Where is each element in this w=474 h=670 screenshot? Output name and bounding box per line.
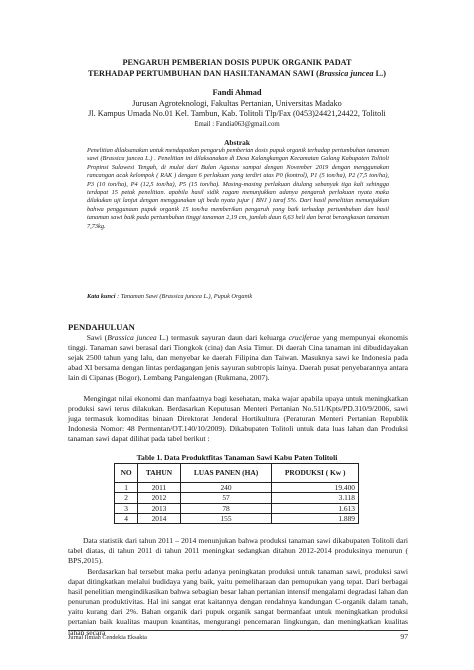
production-table xyxy=(114,463,359,524)
cell-tahun: 2012 xyxy=(138,493,181,503)
cell-luas-panen: 240 xyxy=(180,483,272,493)
cell-tahun: 2013 xyxy=(138,503,181,513)
table-row xyxy=(115,503,359,513)
cell-tahun: 2014 xyxy=(138,513,181,523)
paragraph-1 xyxy=(68,333,408,383)
para3-text: Data statistik dari tahun 2011 – 2014 menunjukan bahwa produksi tanaman sawi dikabupaten Tolitoli dari tabel diatas, di tahun 2011 di tahun 2011 meningkat sedangkan ditahun 2012-2014 produksinya menurun ( BPS,2015). xyxy=(68,536,408,566)
title-line-2-post: L.) xyxy=(373,69,387,78)
cell-luas-panen: 78 xyxy=(180,503,272,513)
cell-no: 3 xyxy=(115,503,138,513)
cell-no: 2 xyxy=(115,493,138,503)
header-tahun: TAHUN xyxy=(138,464,181,483)
affiliation-line-2: Jl. Kampus Umada No.01 Kel. Tambun, Kab. Tolitoli Tlp/Fax (0453)24421,24422, Tolitoli xyxy=(88,109,386,119)
table-header-row xyxy=(115,464,359,483)
paragraph-2 xyxy=(68,394,408,444)
keywords-label: Kata kunci xyxy=(87,293,116,300)
cell-produksi: 1.889 xyxy=(272,513,359,523)
section-heading: PENDAHULUAN xyxy=(68,322,135,332)
footer-rule xyxy=(68,630,408,631)
keywords xyxy=(87,293,389,300)
title-line-2-pre: TERHADAP PERTUMBUHAN DAN HASILTANAMAN SAWI ( xyxy=(87,69,319,78)
paragraph-3 xyxy=(68,536,408,566)
para1-mid: L.) termasuk sayuran daun dari keluarga xyxy=(156,333,289,342)
cell-produksi: 19.400 xyxy=(272,483,359,493)
title-species: Brassica juncea xyxy=(318,69,374,78)
journal-name: Jurnal Ilmiah Cendekia Eksakta xyxy=(68,634,147,641)
title-line-1: PENGARUH PEMBERIAN DOSIS PUPUK ORGANIK PADAT xyxy=(122,58,352,67)
cell-luas-panen: 57 xyxy=(180,493,272,503)
table-row xyxy=(115,493,359,503)
table-row xyxy=(115,513,359,523)
cell-luas-panen: 155 xyxy=(180,513,272,523)
affiliation xyxy=(30,99,444,130)
author-name: Fandi Ahmad xyxy=(212,88,262,97)
header-produksi: PRODUKSI ( Kw ) xyxy=(272,464,359,483)
abstract-heading: Abstrak xyxy=(224,138,250,147)
para1-post: yang mempunyai ekonomis tinggi. Tanaman sawi berasal dari Tiongkok (cina) dan Asia Timur. Di daerah Cina tanaman ini dibudidayakan sejak 2500 tahun yang lalu, dan menyebar ke daerah Filipina dan Taiwan. Masuknya sawi ke Indonesia pada abad XI bersama dengan lintas perdagangan jenis sayuran subtropis lainya. Daerah pusat penyebarannya antara lain di Cipanas (Bogor), Lembang Pangalengan (Rukmana, 2007). xyxy=(68,333,408,383)
cell-no: 4 xyxy=(115,513,138,523)
paper-title xyxy=(40,57,434,79)
author-email: Email : Fandia063@gmail.com xyxy=(194,120,280,128)
cell-no: 1 xyxy=(115,483,138,493)
keywords-text: : Tanaman Sawi (Brassica juncea L.), Pupuk Organik xyxy=(115,293,253,300)
para1-pre: Sawi ( xyxy=(86,333,108,342)
table-caption: Table 1. Data Produktfitas Tanaman Sawi Kabu Paten Tolitoli xyxy=(136,453,338,462)
page-number: 97 xyxy=(400,632,408,641)
header-no: NO xyxy=(115,464,138,483)
abstract-body: Penelitian dilaksanakan untuk mendapatkan pengaruh pemberian dosis pupuk organik terhadap pertumbuhan tanaman sawi (Brassica juncea L.) . Penelitian ini dilaksanakan di Desa Kalangkangan Kecamatan Galang Kabupaten Tolitoli Propinsi Sulawesi Tengah, di mulai dari Bulan Agustus sampai dengan November 2019 dengan menggunakan rancangan acak kelompok ( RAK ) dengan 6 perlakuan yang terdiri atas P0 (kontrol), P1 (5 ton/ha), P2 (7,5 ton/ha), P3 (10 ton/ha), P4 (12,5 ton/ha), P5 (15 ton/ha). Masing-masing perlakuan diulang sebanyak tiga kali sehingga terdapat 15 petak penelitian. apabila hasil sidik ragam menunjukkan adanya pengaruh perlakuan nyata maka dilakukan uji lanjut dengan menggunakan uji beda nyata jujur ( BNJ ) taraf 5%. Dari hasil penelitian menunjukkan bahwa penggunaan pupuk organik 15 ton/ha memberikan pengaruh yang baik terhadap pertumbuhan dan hasil tanaman sawi baik pada pertumbuhan tinggi tanaman 2,19 cm, jumlah daun 6,63 heli dan berat berangkasan tanaman 7,73kg. xyxy=(87,147,389,230)
para2-text: Mengingat nilai ekonomi dan manfaatnya bagi kesehatan, maka wajar apabila upaya untuk meningkatkan produksi sawi terus dilakukan. Berdasarkan Keputusan Menteri Pertanian No.511/Kpts/PD.310/9/2006, sawi juga termasuk komoditas binaan Direktorat Jenderal Hortikultura (Peraturan Menteri Pertanian Republik Indonesia Nomor: 48 Permentan/OT.140/10/2009). Dikabupaten Tolitoli untuk data luas lahan dan Produksi tanaman sawi dapat dilihat pada tabel berikut : xyxy=(68,394,408,444)
para1-family: cruciferae xyxy=(288,333,320,342)
cell-tahun: 2011 xyxy=(138,483,181,493)
para4-text: Berdasarkan hal tersebut maka perlu adanya peningkatan produksi untuk tanaman sawi, produksi sawi dapat ditingkatkan melalui budidaya yang baik, yaitu pemeliharaan dan pemupukan yang tepat. Dari berbagai hasil penelitian mengindikasikan bahwa sebagian besar lahan pertanian intensif mengalami degradasi lahan dan penurunan produktivitas. Hal ini sangat erat kaitannya dengan rendahnya kandungan C-organik dalam tanah, yaitu kurang dari 2%. Bahan organik dari pupuk organik sangat bermanfaat untuk meningkatkan produksi pertanian baik kualitas maupun kuantitas, mengurangi pencemaran lingkungan, dan meningkatkan kualitas lahan secara xyxy=(68,567,408,637)
table-row xyxy=(115,483,359,493)
para1-species: Brassica juncea xyxy=(107,333,157,342)
header-luas-panen: LUAS PANEN (HA) xyxy=(180,464,272,483)
cell-produksi: 3.118 xyxy=(272,493,359,503)
paragraph-4 xyxy=(68,567,408,638)
affiliation-line-1: Jurusan Agroteknologi, Fakultas Pertanian, Universitas Madako xyxy=(132,99,342,108)
title-line-2 xyxy=(40,68,434,79)
cell-produksi: 1.613 xyxy=(272,503,359,513)
